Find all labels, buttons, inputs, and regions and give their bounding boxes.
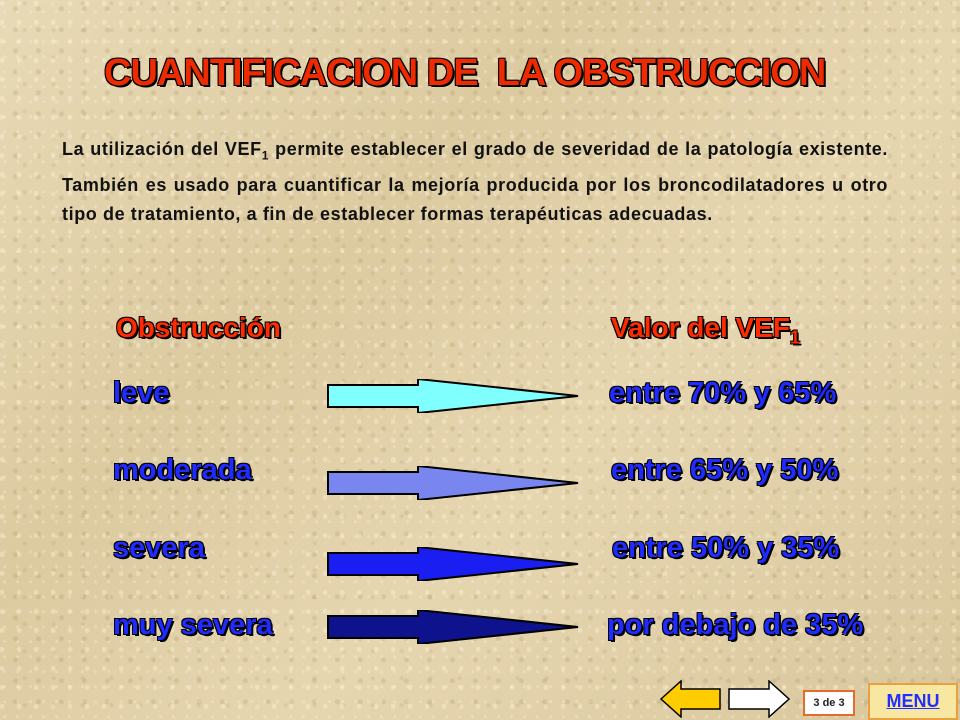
arrow-right-icon (326, 379, 582, 413)
value-severa: entre 50% y 35% (612, 532, 840, 564)
arrow-shape (328, 379, 578, 413)
back-button[interactable] (660, 680, 722, 718)
intro-text-start: La utilización del VEF (62, 139, 262, 159)
arrow-right-icon (326, 547, 582, 581)
level-severa: severa (113, 532, 205, 564)
fev1-header-subscript: 1 (789, 327, 800, 348)
menu-button[interactable]: MENU (868, 683, 958, 720)
level-leve: leve (113, 377, 170, 409)
forward-button[interactable] (728, 680, 790, 718)
arrow-shape (328, 466, 578, 500)
value-muy-severa: por debajo de 35% (607, 609, 864, 641)
arrow-right-icon (729, 681, 789, 717)
arrow-right-icon (326, 610, 582, 644)
arrow-shape (328, 547, 578, 581)
arrow-right-icon (326, 466, 582, 500)
value-leve: entre 70% y 65% (609, 377, 837, 409)
intro-paragraph (62, 135, 888, 229)
fev1-column-header (611, 312, 800, 349)
page-title: CUANTIFICACION DE LA OBSTRUCCION (104, 52, 826, 94)
arrow-left-icon (661, 681, 720, 717)
fev1-header-text: Valor del VEF (611, 312, 790, 343)
page-indicator: 3 de 3 (803, 690, 855, 716)
level-moderada: moderada (113, 454, 252, 486)
level-muy-severa: muy severa (113, 609, 273, 641)
intro-text-rest: permite establecer el grado de severidad de la patología existente. También es usado para cuantificar la mejoría producida por los broncodilatadores u otro tipo de tratamiento, a fin de establecer formas terapéuticas adecuadas. (62, 139, 889, 224)
arrow-shape (328, 610, 578, 644)
intro-subscript: 1 (261, 148, 270, 163)
value-moderada: entre 65% y 50% (611, 454, 839, 486)
obstruction-column-header: Obstrucción (116, 312, 281, 343)
